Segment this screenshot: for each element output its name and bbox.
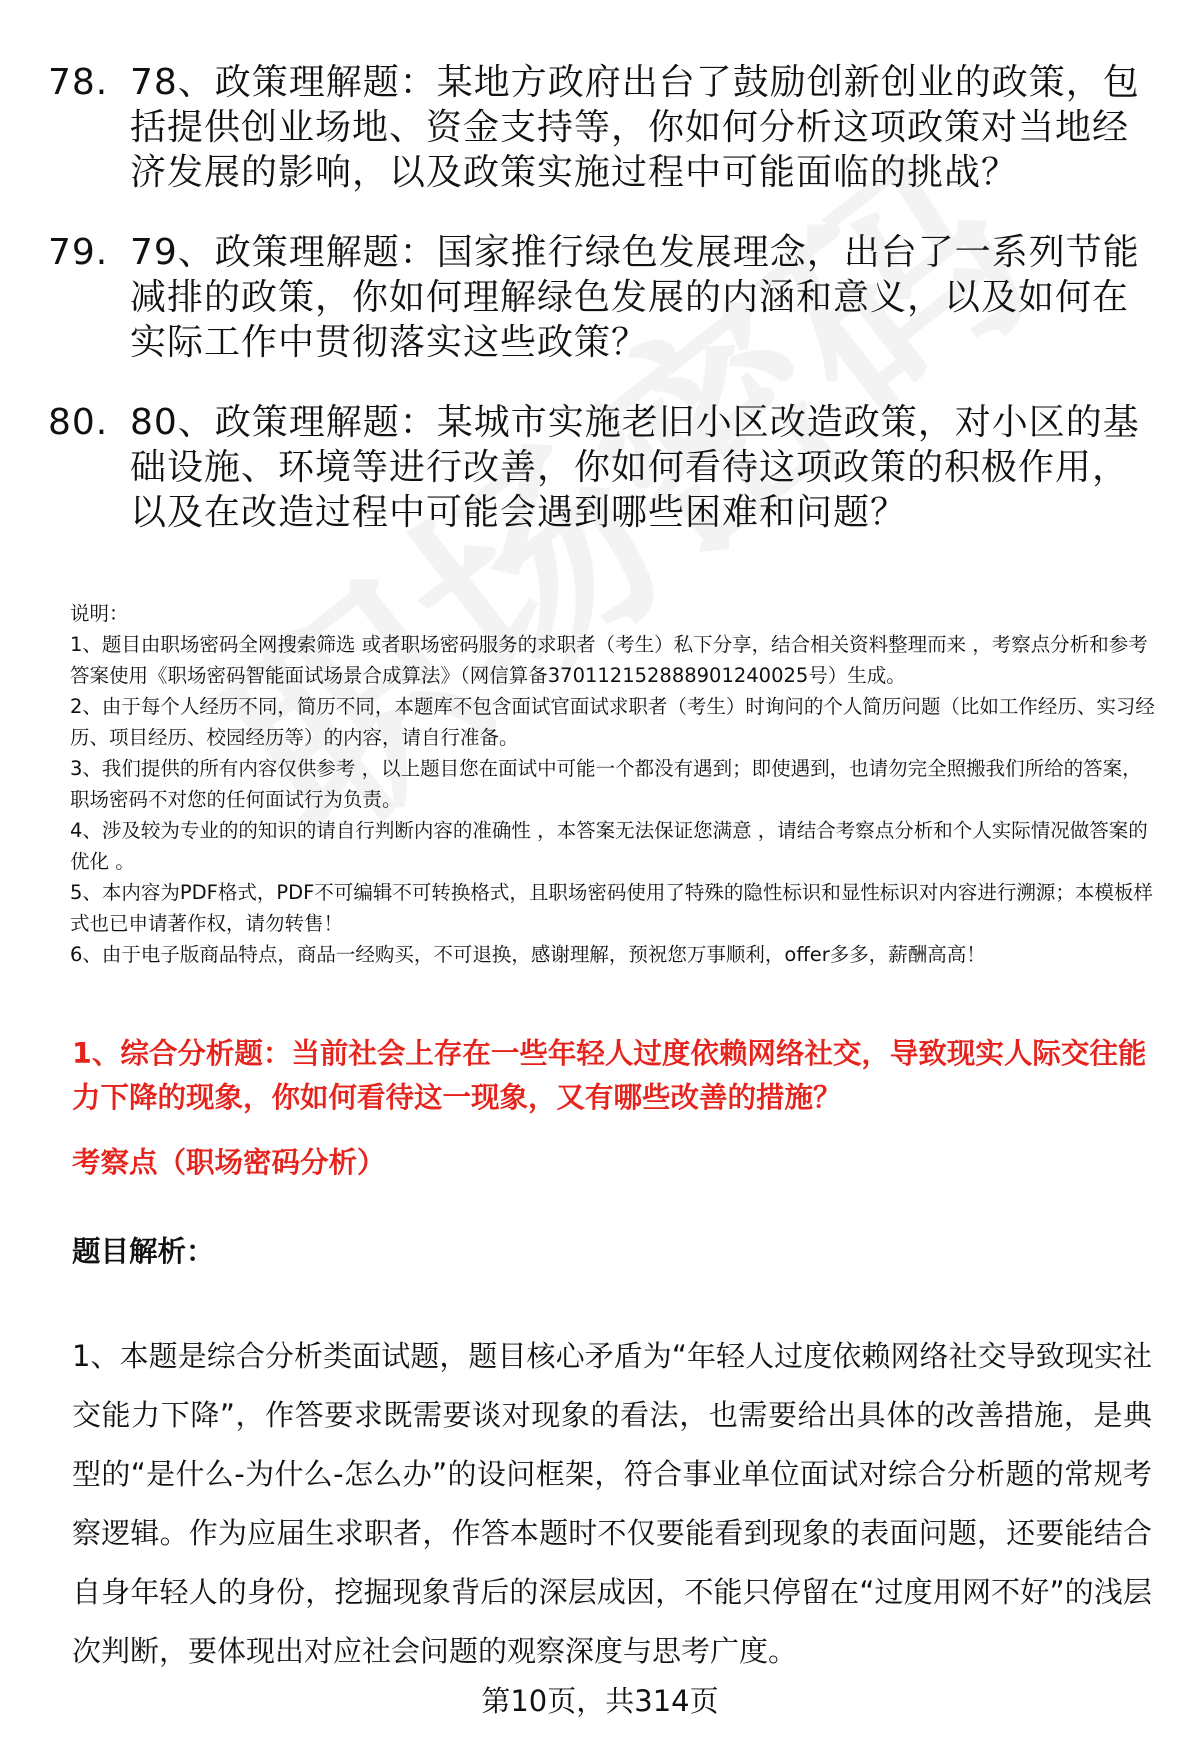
analysis-heading: 题目解析：: [72, 1235, 215, 1268]
question-number: 78.: [48, 62, 109, 103]
question-list: [48, 60, 1158, 570]
note-item: 5、本内容为PDF格式，PDF不可编辑不可转换格式，且职场密码使用了特殊的隐性标识和显性标识对内容进行溯源；本模板样式也已申请著作权，请勿转售！: [70, 881, 1153, 935]
note-item: 4、涉及较为专业的的知识的请自行判断内容的准确性 ，本答案无法保证您满意 ，请结合考察点分析和个人实际情况做答案的优化 。: [70, 819, 1148, 873]
list-item: [48, 60, 1158, 195]
note-item: 2、由于每个人经历不同，简历不同，本题库不包含面试官面试求职者（考生）时询问的个人简历问题（比如工作经历、实习经历、项目经历、校园经历等）的内容，请自行准备。: [70, 695, 1155, 749]
section-subtitle: 考察点（职场密码分析）: [72, 1146, 386, 1179]
note-item: 3、我们提供的所有内容仅供参考 ，以上题目您在面试中可能一个都没有遇到；即使遇到，也请勿完全照搬我们所给的答案，职场密码不对您的任何面试行为负责。: [70, 757, 1142, 811]
question-number: 79.: [48, 232, 109, 273]
note-item: 1、题目由职场密码全网搜索筛选 或者职场密码服务的求职者（考生）私下分享，结合相关资料整理而来 ，考察点分析和参考答案使用《职场密码智能面试场景合成算法》（网信算备370112152888901240025号）生成。: [70, 633, 1148, 687]
section-title: 1、综合分析题：当前社会上存在一些年轻人过度依赖网络社交，导致现实人际交往能力下降的现象，你如何看待这一现象，又有哪些改善的措施？: [72, 1037, 1147, 1114]
list-item: [48, 400, 1158, 535]
page-footer: 第10页，共314页: [481, 1684, 719, 1718]
question-text: 78、政策理解题：某地方政府出台了鼓励创新创业的政策，包括提供创业场地、资金支持等，你如何分析这项政策对当地经济发展的影响，以及政策实施过程中可能面临的挑战？: [130, 62, 1140, 193]
notes-heading: 说明：: [70, 602, 129, 625]
question-text: 80、政策理解题：某城市实施老旧小区改造政策，对小区的基础设施、环境等进行改善，你如何看待这项政策的积极作用，以及在改造过程中可能会遇到哪些困难和问题？: [130, 402, 1140, 533]
notes-section: [70, 598, 1160, 970]
list-item: [48, 230, 1158, 365]
analysis-paragraph: 1、本题是综合分析类面试题，题目核心矛盾为“年轻人过度依赖网络社交导致现实社交能力下降”，作答要求既需要谈对现象的看法，也需要给出具体的改善措施，是典型的“是什么-为什么-怎么办”的设问框架，符合事业单位面试对综合分析题的常规考察逻辑。作为应届生求职者，作答本题时不仅要能看到现象的表面问题，还要能结合自身年轻人的身份，挖掘现象背后的深层成因，不能只停留在“过度用网不好”的浅层次判断，要体现出对应社会问题的观察深度与思考广度。: [72, 1339, 1152, 1668]
question-number: 80.: [48, 402, 109, 443]
note-item: 6、由于电子版商品特点，商品一经购买，不可退换，感谢理解，预祝您万事顺利，offer多多，薪酬高高！: [70, 943, 986, 966]
question-text: 79、政策理解题：国家推行绿色发展理念，出台了一系列节能减排的政策，你如何理解绿色发展的内涵和意义，以及如何在实际工作中贯彻落实这些政策？: [130, 232, 1140, 363]
